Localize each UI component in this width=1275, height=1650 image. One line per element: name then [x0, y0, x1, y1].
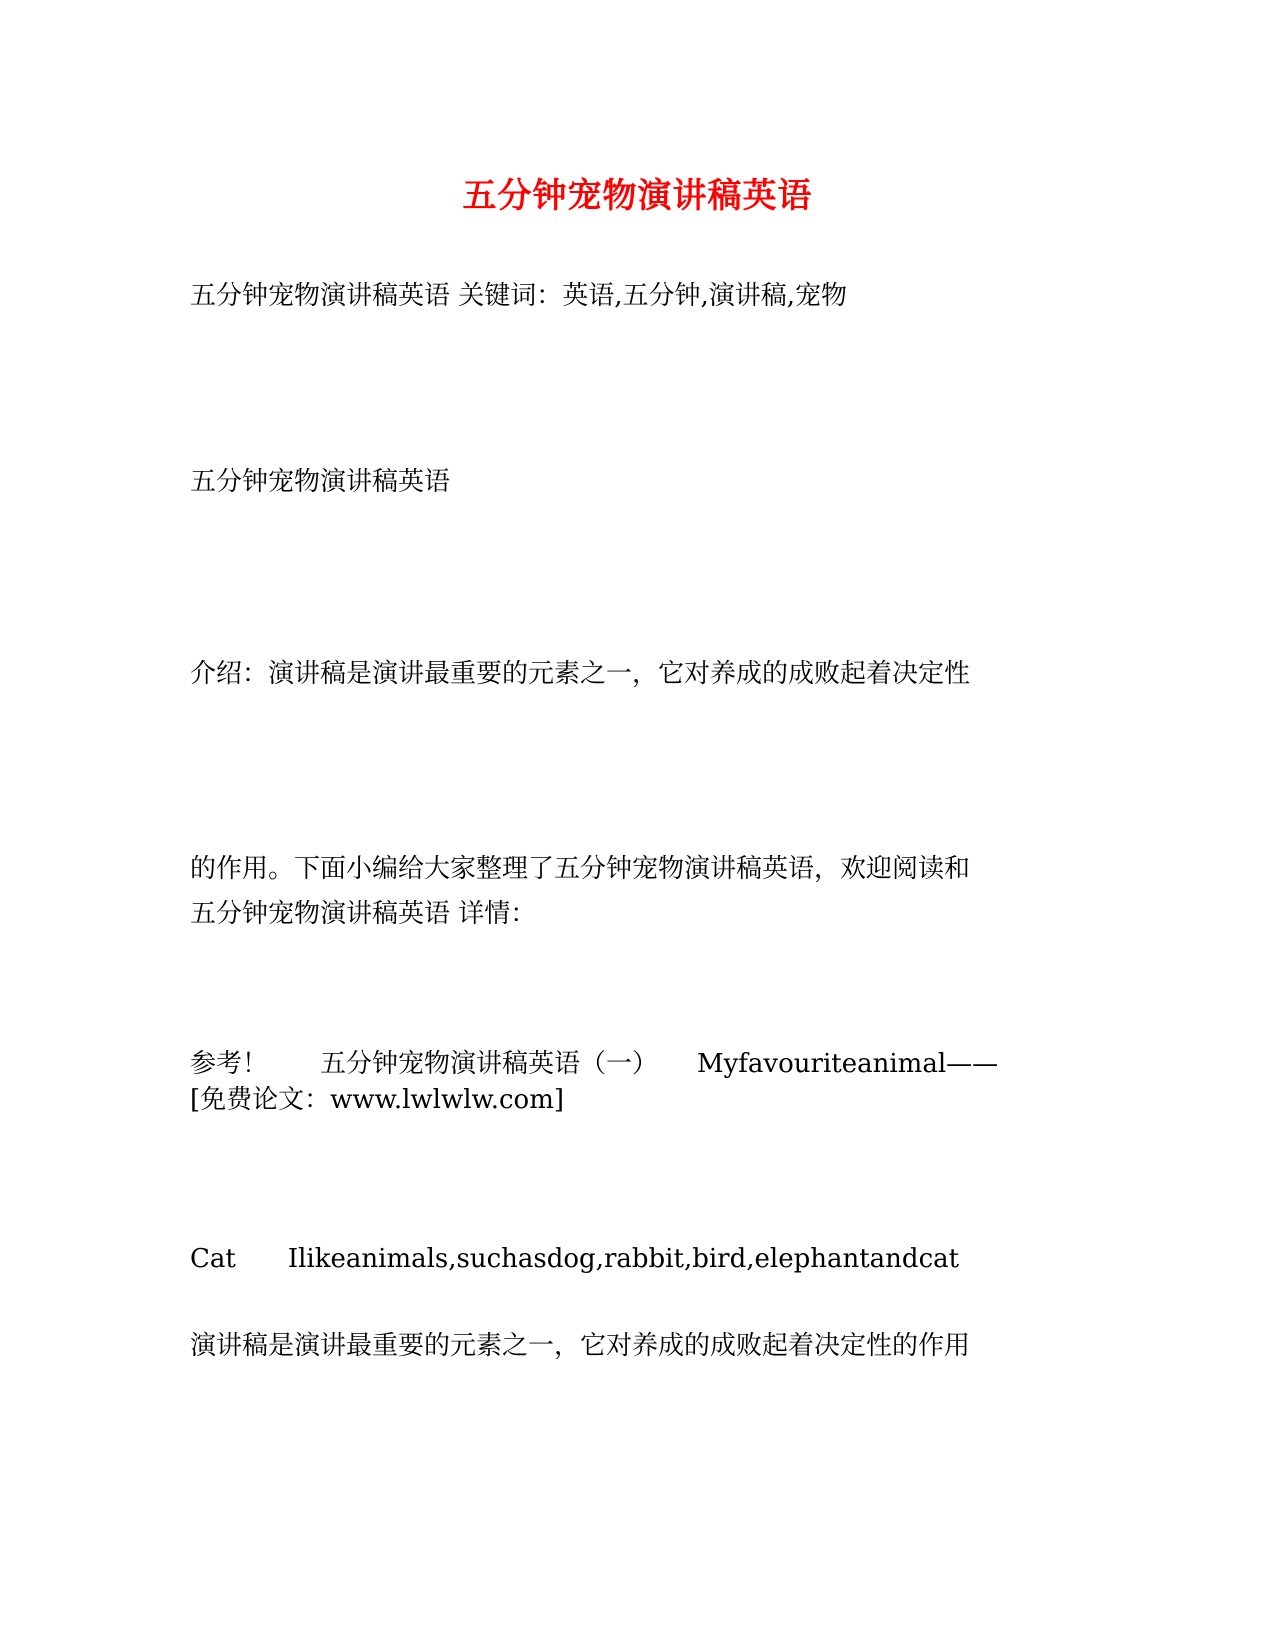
intro-paragraph [190, 512, 1090, 1422]
intro-line-1: 介绍：演讲稿是演讲最重要的元素之一，它对养成的成败起着决定性 [190, 659, 971, 689]
intro-line-4: Cat Ilikeanimals,suchasdog,rabbit,bird,elephantandcat [190, 1244, 960, 1274]
intro-line-3: 参考！ 五分钟宠物演讲稿英语（一） Myfavouriteanimal—— [190, 1049, 999, 1079]
intro-line-2: 的作用。下面小编给大家整理了五分钟宠物演讲稿英语，欢迎阅读和 [190, 854, 971, 884]
section-heading: 五分钟宠物演讲稿英语 [190, 467, 451, 497]
closing-line: 演讲稿是演讲最重要的元素之一，它对养成的成败起着决定性的作用 [190, 1331, 971, 1361]
details-line: 五分钟宠物演讲稿英语 详情： [190, 899, 537, 929]
free-paper-link: [免费论文：www.lwlwlw.com] [190, 1085, 564, 1115]
keywords-line: 五分钟宠物演讲稿英语 关键词：英语,五分钟,演讲稿,宠物 [190, 281, 848, 311]
document-title: 五分钟宠物演讲稿英语 [462, 176, 813, 216]
